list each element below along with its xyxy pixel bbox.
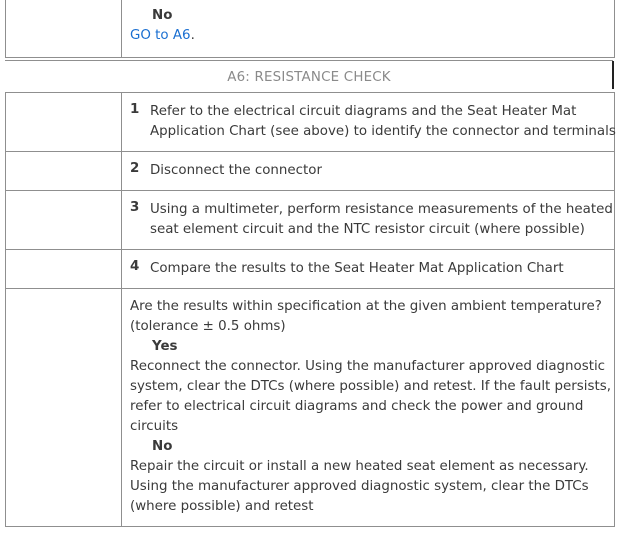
top-row-content bbox=[122, 0, 614, 57]
step-row-left-cell bbox=[6, 152, 122, 190]
top-row bbox=[5, 0, 615, 58]
step-row-left-cell bbox=[6, 191, 122, 249]
no-label: No bbox=[152, 439, 173, 454]
step-text-line: seat element circuit and the NTC resistor circuit (where possible) bbox=[150, 222, 585, 237]
step-text-line: Using a multimeter, perform resistance measurements of the heated bbox=[150, 202, 613, 217]
step-row-2 bbox=[5, 151, 615, 190]
step-row-4 bbox=[5, 249, 615, 288]
goto-period: . bbox=[190, 28, 195, 43]
no-label: No bbox=[152, 8, 173, 23]
section-title: A6: RESISTANCE CHECK bbox=[227, 70, 391, 85]
no-text-line: Repair the circuit or install a new heated seat element as necessary. bbox=[130, 459, 589, 474]
no-text-line: Using the manufacturer approved diagnostic system, clear the DTCs bbox=[130, 479, 589, 494]
yes-text-line: circuits bbox=[130, 419, 179, 434]
yes-text-line: system, clear the DTCs (where possible) and retest. If the fault persists, bbox=[130, 379, 611, 394]
top-row-left-cell bbox=[6, 0, 122, 57]
yes-label: Yes bbox=[152, 339, 178, 354]
section-header bbox=[5, 60, 613, 89]
step-text-line: Application Chart (see above) to identify the connector and terminals bbox=[150, 124, 616, 139]
step-row-3 bbox=[5, 190, 615, 249]
header-right-bar bbox=[612, 61, 614, 89]
step-number: 1 bbox=[130, 102, 140, 117]
question-line: (tolerance ± 0.5 ohms) bbox=[130, 319, 286, 334]
yes-text-line: refer to electrical circuit diagrams and check the power and ground bbox=[130, 399, 584, 414]
step-row-left-cell bbox=[6, 250, 122, 288]
result-row-left-cell bbox=[6, 289, 122, 526]
step-text-line: Disconnect the connector bbox=[150, 163, 322, 178]
yes-text-line: Reconnect the connector. Using the manufacturer approved diagnostic bbox=[130, 359, 606, 374]
step-number: 3 bbox=[130, 200, 140, 215]
step-row-left-cell bbox=[6, 93, 122, 151]
step-number: 4 bbox=[130, 259, 140, 274]
goto-a6-link[interactable]: GO to A6 bbox=[130, 28, 191, 43]
step-text-line: Compare the results to the Seat Heater Mat Application Chart bbox=[150, 261, 564, 276]
step-text-line: Refer to the electrical circuit diagrams and the Seat Heater Mat bbox=[150, 104, 577, 119]
question-line: Are the results within specification at the given ambient temperature? bbox=[130, 299, 602, 314]
step-number: 2 bbox=[130, 161, 140, 176]
step-row-1 bbox=[5, 92, 615, 151]
no-text-line: (where possible) and retest bbox=[130, 499, 314, 514]
result-row bbox=[5, 288, 615, 527]
